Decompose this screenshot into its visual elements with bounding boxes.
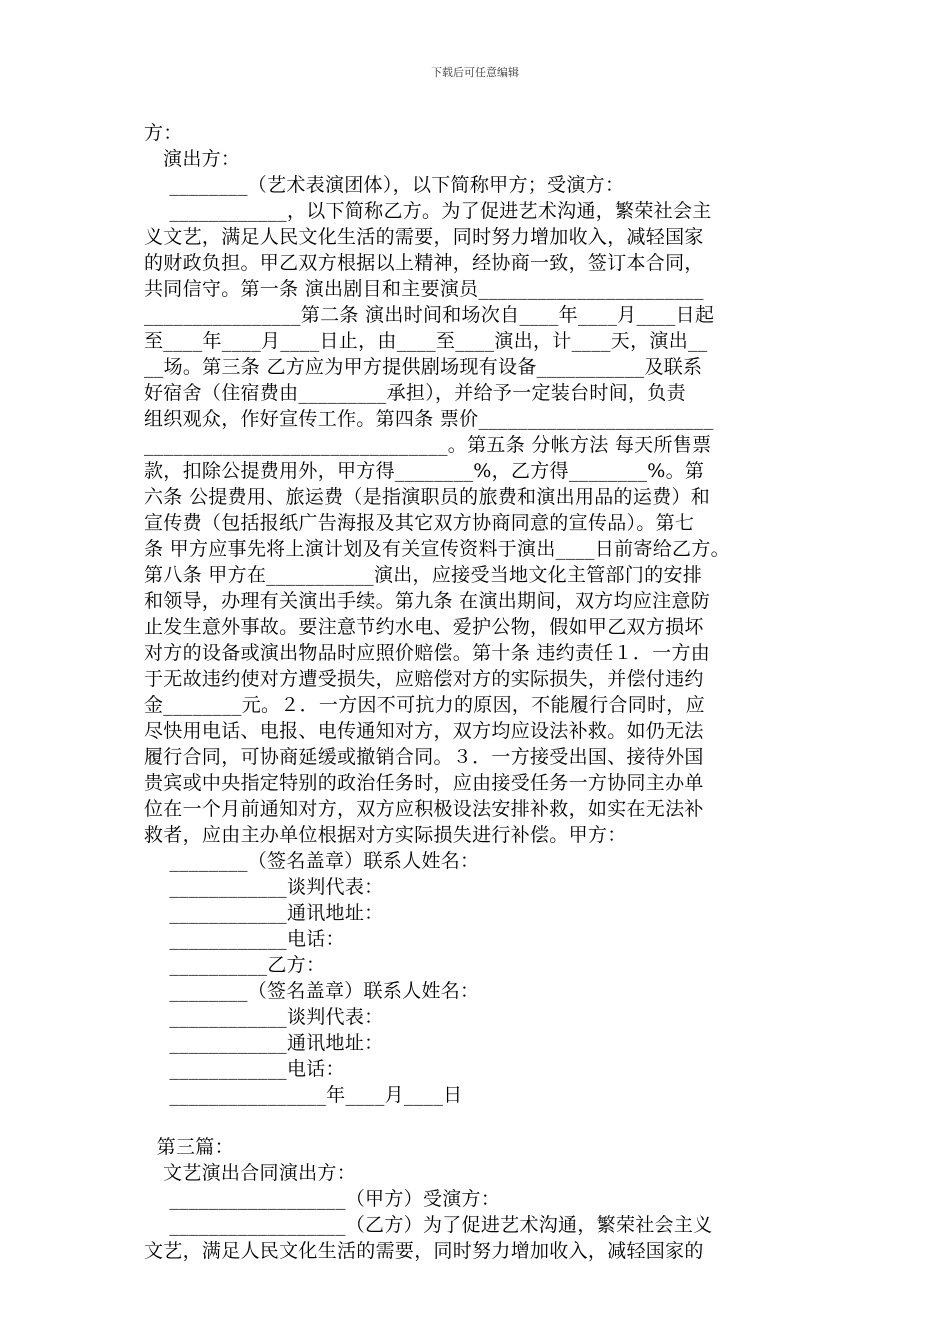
- text-line: 宣传费（包括报纸广告海报及其它双方协商同意的宣传品）。第七: [144, 512, 695, 534]
- text-line: _______________________________。第五条 分帐方法 每天所售票: [144, 434, 712, 456]
- contract-text-block: [144, 120, 806, 1108]
- text-line: ____________电话：: [144, 1058, 345, 1080]
- text-line: 于无故违约使对方遭受损失，应赔偿对方的实际损失，并偿付违约: [144, 668, 704, 690]
- text-line: 共同信守。第一条 演出剧目和主要演员_______________________: [144, 278, 704, 300]
- section-three-text-block: [144, 1134, 806, 1264]
- text-line: ________（签名盖章）联系人姓名：: [144, 980, 480, 1002]
- text-line: 位在一个月前通知对方，双方应积极设法安排补救，如实在无法补: [144, 798, 704, 820]
- page-header: 下载后可任意编辑: [431, 66, 519, 79]
- text-line: 第三篇：: [144, 1136, 234, 1158]
- text-line: __________________（甲方）受演方：: [144, 1188, 501, 1210]
- text-line: ________________第二条 演出时间和场次自____年____月____日起: [144, 304, 715, 326]
- text-line: ________（艺术表演团体），以下简称甲方；受演方：: [144, 174, 625, 196]
- text-line: 履行合同，可协商延缓或撤销合同。３．一方接受出国、接待外国: [144, 746, 704, 768]
- text-line: 义文艺，满足人民文化生活的需要，同时努力增加收入，减轻国家: [144, 226, 704, 248]
- text-line: __________乙方：: [144, 954, 326, 976]
- text-line: 至____年____月____日止，由____至____演出，计____天，演出__: [144, 330, 708, 352]
- text-line: 条 甲方应事先将上演计划及有关宣传资料于演出____日前寄给乙方。: [144, 538, 730, 560]
- document-body: [144, 120, 806, 1264]
- text-line: 组织观众，作好宣传工作。第四条 票价________________________: [144, 408, 714, 430]
- text-line: 和领导，办理有关演出手续。第九条 在演出期间，双方均应注意防: [144, 590, 711, 612]
- text-line: 方：: [144, 122, 183, 144]
- text-line: ____________通讯地址：: [144, 902, 384, 924]
- text-line: ____________电话：: [144, 928, 345, 950]
- text-line: 文艺演出合同演出方：: [144, 1162, 357, 1184]
- text-line: ________________年____月____日: [144, 1084, 463, 1106]
- text-line: 金________元。２．一方因不可抗力的原因，不能履行合同时，应: [144, 694, 705, 716]
- text-line: 好宿舍（住宿费由_________承担），并给予一定装台时间，负责: [144, 382, 686, 404]
- text-line: 六条 公提费用、旅运费（是指演职员的旅费和演出用品的运费）和: [144, 486, 711, 508]
- text-line: __________________（乙方）为了促进艺术沟通，繁荣社会主义: [144, 1214, 713, 1236]
- text-line: 的财政负担。甲乙双方根据以上精神，经协商一致，签订本合同，: [144, 252, 704, 274]
- section-spacer: [144, 1108, 806, 1134]
- text-line: 第八条 甲方在___________演出，应接受当地文化主管部门的安排: [144, 564, 703, 586]
- text-line: 文艺，满足人民文化生活的需要，同时努力增加收入，减轻国家的: [144, 1240, 704, 1262]
- text-line: ____________谈判代表：: [144, 876, 384, 898]
- text-line: 款，扣除公提费用外，甲方得________%，乙方得________%。第: [144, 460, 705, 482]
- text-line: ________（签名盖章）联系人姓名：: [144, 850, 480, 872]
- text-line: 止发生意外事故。要注意节约水电、爱护公物，假如甲乙双方损坏: [144, 616, 704, 638]
- text-line: 演出方：: [144, 148, 241, 170]
- text-line: 贵宾或中央指定特别的政治任务时，应由接受任务一方协同主办单: [144, 772, 704, 794]
- text-line: 尽快用电话、电报、电传通知对方，双方均应设法补救。如仍无法: [144, 720, 704, 742]
- text-line: ____________通讯地址：: [144, 1032, 384, 1054]
- text-line: 对方的设备或演出物品时应照价赔偿。第十条 违约责任１．一方由: [144, 642, 711, 664]
- text-line: ____________，以下简称乙方。为了促进艺术沟通，繁荣社会主: [144, 200, 712, 222]
- text-line: __场。第三条 乙方应为甲方提供剧场现有设备___________及联系: [144, 356, 703, 378]
- text-line: ____________谈判代表：: [144, 1006, 384, 1028]
- text-line: 救者，应由主办单位根据对方实际损失进行补偿。甲方：: [144, 824, 627, 846]
